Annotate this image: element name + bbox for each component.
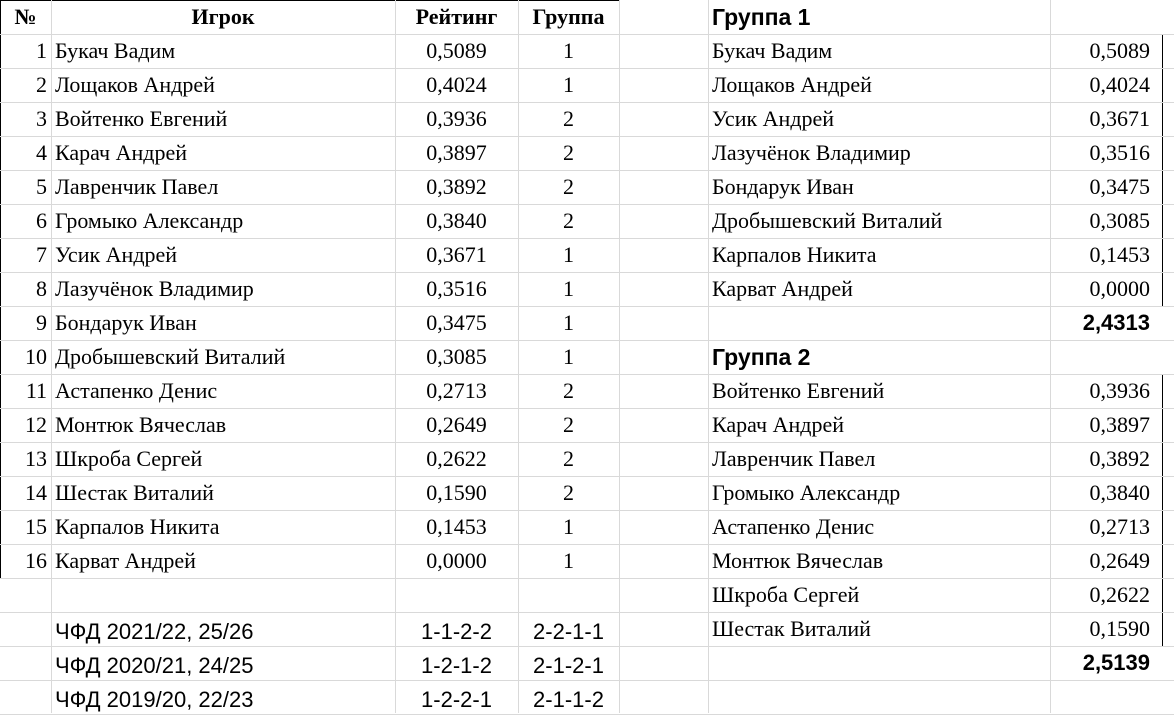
gridline-vertical (619, 0, 620, 713)
history-label[interactable]: ЧФД 2021/22, 25/26 (55, 619, 254, 644)
group1-member-name[interactable]: Букач Вадим (712, 38, 833, 63)
header-num[interactable]: № (14, 4, 37, 29)
history-pattern-a[interactable]: 1-2-2-1 (421, 687, 492, 712)
player-rating[interactable]: 0,3671 (426, 242, 487, 267)
player-rating[interactable]: 0,3936 (426, 106, 487, 131)
player-name[interactable]: Войтенко Евгений (55, 106, 228, 131)
player-num[interactable]: 14 (25, 480, 47, 505)
player-group[interactable]: 2 (563, 446, 574, 471)
group1-member-name[interactable]: Бондарук Иван (712, 174, 854, 199)
player-name[interactable]: Лощаков Андрей (55, 72, 215, 97)
player-num[interactable]: 2 (36, 72, 47, 97)
group2-member-rating[interactable]: 0,3897 (1089, 412, 1150, 437)
group1-member-name[interactable]: Карпалов Никита (712, 242, 877, 267)
group2-member-name[interactable]: Войтенко Евгений (712, 378, 885, 403)
group1-member-rating[interactable]: 0,0000 (1089, 276, 1150, 301)
player-group[interactable]: 1 (563, 514, 574, 539)
player-name[interactable]: Лавренчик Павел (55, 174, 219, 199)
player-group[interactable]: 1 (563, 310, 574, 335)
group2-member-rating[interactable]: 0,1590 (1089, 616, 1150, 641)
group2-member-name[interactable]: Шкроба Сергей (712, 582, 860, 607)
player-rating[interactable]: 0,2649 (426, 412, 487, 437)
player-num[interactable]: 3 (36, 106, 47, 131)
group2-member-name[interactable]: Монтюк Вячеслав (712, 548, 884, 573)
group1-title[interactable]: Группа 1 (712, 4, 811, 30)
group2-member-rating[interactable]: 0,3892 (1089, 446, 1150, 471)
player-rating[interactable]: 0,3897 (426, 140, 487, 165)
group1-member-rating[interactable]: 0,1453 (1089, 242, 1150, 267)
group1-member-rating[interactable]: 0,3671 (1089, 106, 1150, 131)
player-num[interactable]: 8 (36, 276, 47, 301)
player-group[interactable]: 1 (563, 38, 574, 63)
player-name[interactable]: Шкроба Сергей (55, 446, 203, 471)
player-rating[interactable]: 0,1590 (426, 480, 487, 505)
player-name[interactable]: Монтюк Вячеслав (55, 412, 227, 437)
history-pattern-b[interactable]: 2-2-1-1 (533, 619, 604, 644)
group2-member-rating[interactable]: 0,2713 (1089, 514, 1150, 539)
player-group[interactable]: 2 (563, 106, 574, 131)
group2-total[interactable]: 2,5139 (1082, 650, 1150, 675)
player-group[interactable]: 2 (563, 412, 574, 437)
player-rating[interactable]: 0,3475 (426, 310, 487, 335)
group1-member-rating[interactable]: 0,3516 (1089, 140, 1150, 165)
group1-member-rating[interactable]: 0,3475 (1089, 174, 1150, 199)
player-group[interactable]: 1 (563, 276, 574, 301)
group2-member-name[interactable]: Шестак Виталий (712, 616, 871, 641)
group1-member-rating[interactable]: 0,4024 (1089, 72, 1150, 97)
player-rating[interactable]: 0,2713 (426, 378, 487, 403)
player-name[interactable]: Бондарук Иван (55, 310, 197, 335)
group2-member-name[interactable]: Астапенко Денис (712, 514, 875, 539)
group2-member-rating[interactable]: 0,3936 (1089, 378, 1150, 403)
group2-member-rating[interactable]: 0,3840 (1089, 480, 1150, 505)
history-pattern-b[interactable]: 2-1-2-1 (533, 653, 604, 678)
group1-member-name[interactable]: Лазучёнок Владимир (712, 140, 911, 165)
player-num[interactable]: 15 (25, 514, 47, 539)
player-rating[interactable]: 0,3085 (426, 344, 487, 369)
player-name[interactable]: Карпалов Никита (55, 514, 220, 539)
group1-member-name[interactable]: Лощаков Андрей (712, 72, 872, 97)
player-rating[interactable]: 0,1453 (426, 514, 487, 539)
player-rating[interactable]: 0,3840 (426, 208, 487, 233)
group2-title[interactable]: Группа 2 (712, 344, 811, 370)
player-num[interactable]: 5 (36, 174, 47, 199)
player-rating[interactable]: 0,0000 (426, 548, 487, 573)
group1-member-name[interactable]: Карват Андрей (712, 276, 853, 301)
player-group[interactable]: 1 (563, 344, 574, 369)
group1-member-rating[interactable]: 0,3085 (1089, 208, 1150, 233)
history-label[interactable]: ЧФД 2019/20, 22/23 (55, 687, 254, 712)
player-name[interactable]: Астапенко Денис (55, 378, 218, 403)
group1-member-name[interactable]: Дробышевский Виталий (712, 208, 943, 233)
history-pattern-b[interactable]: 2-1-1-2 (533, 687, 604, 712)
player-group[interactable]: 2 (563, 480, 574, 505)
player-rating[interactable]: 0,3516 (426, 276, 487, 301)
player-rating[interactable]: 0,5089 (426, 38, 487, 63)
player-name[interactable]: Шестак Виталий (55, 480, 214, 505)
group2-member-name[interactable]: Карач Андрей (712, 412, 844, 437)
history-label[interactable]: ЧФД 2020/21, 24/25 (55, 653, 254, 678)
player-num[interactable]: 9 (36, 310, 47, 335)
player-group[interactable]: 2 (563, 208, 574, 233)
player-rating[interactable]: 0,4024 (426, 72, 487, 97)
player-group[interactable]: 1 (563, 242, 574, 267)
player-num[interactable]: 4 (36, 140, 47, 165)
group2-member-rating[interactable]: 0,2622 (1089, 582, 1150, 607)
group1-total[interactable]: 2,4313 (1082, 310, 1150, 335)
player-name[interactable]: Букач Вадим (55, 38, 176, 63)
player-num[interactable]: 6 (36, 208, 47, 233)
header-rating[interactable]: Рейтинг (415, 4, 498, 29)
player-rating[interactable]: 0,2622 (426, 446, 487, 471)
header-player[interactable]: Игрок (191, 4, 255, 29)
player-group[interactable]: 1 (563, 72, 574, 97)
player-name[interactable]: Усик Андрей (55, 242, 178, 267)
player-num[interactable]: 12 (25, 412, 47, 437)
player-name[interactable]: Дробышевский Виталий (55, 344, 286, 369)
player-num[interactable]: 7 (36, 242, 47, 267)
player-group[interactable]: 1 (563, 548, 574, 573)
group2-member-rating[interactable]: 0,2649 (1089, 548, 1150, 573)
player-group[interactable]: 2 (563, 378, 574, 403)
player-name[interactable]: Лазучёнок Владимир (55, 276, 254, 301)
player-group[interactable]: 2 (563, 140, 574, 165)
player-num[interactable]: 13 (25, 446, 47, 471)
player-num[interactable]: 10 (25, 344, 47, 369)
player-num[interactable]: 1 (36, 38, 47, 63)
group2-member-name[interactable]: Лавренчик Павел (712, 446, 876, 471)
player-name[interactable]: Карач Андрей (55, 140, 187, 165)
player-name[interactable]: Громыко Александр (55, 208, 244, 233)
group2-member-name[interactable]: Громыко Александр (712, 480, 901, 505)
group1-member-name[interactable]: Усик Андрей (712, 106, 835, 131)
header-group[interactable]: Группа (532, 4, 605, 29)
player-num[interactable]: 16 (25, 548, 47, 573)
group1-member-rating[interactable]: 0,5089 (1089, 38, 1150, 63)
player-rating[interactable]: 0,3892 (426, 174, 487, 199)
history-pattern-a[interactable]: 1-1-2-2 (421, 619, 492, 644)
player-group[interactable]: 2 (563, 174, 574, 199)
history-pattern-a[interactable]: 1-2-1-2 (421, 653, 492, 678)
player-num[interactable]: 11 (25, 378, 47, 403)
player-name[interactable]: Карват Андрей (55, 548, 196, 573)
